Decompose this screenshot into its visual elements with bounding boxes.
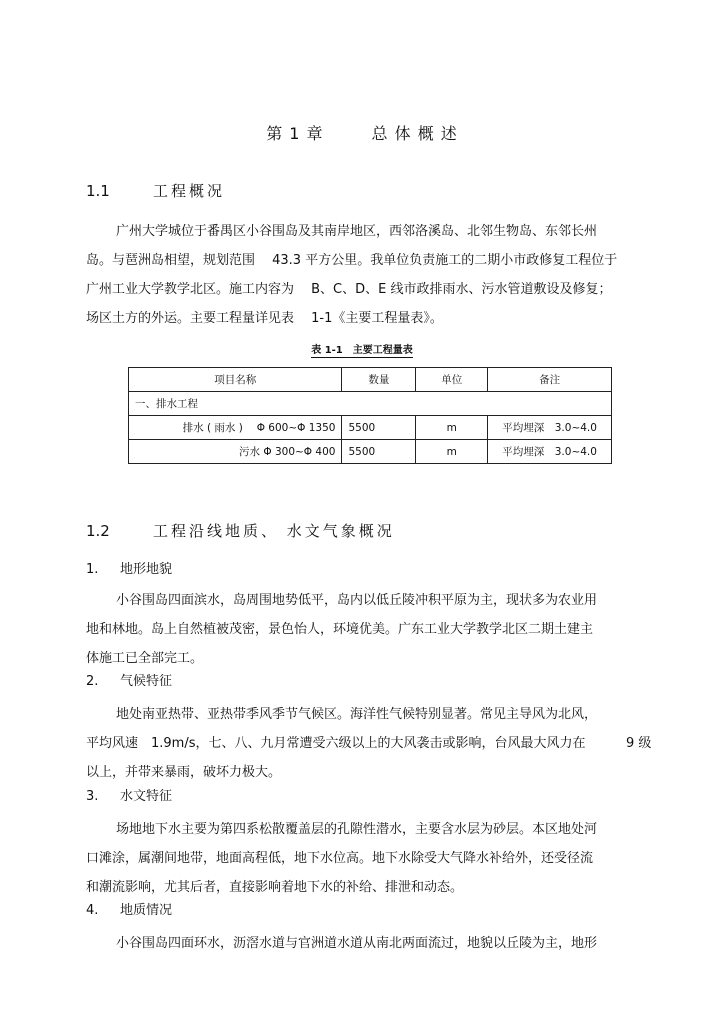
table-header-row: [129, 368, 612, 392]
section-title: 工程沿线地质、 水文气象概况: [153, 522, 395, 540]
header-cell: 项目名称: [129, 368, 342, 392]
quantity-table: [128, 367, 612, 464]
table-caption-label: 表 1-1: [311, 345, 343, 356]
paragraph-line: 小谷围岛四面环水，沥滘水道与官洲道水道从南北两面流过，地貌以丘陵为主，地形: [116, 936, 598, 951]
subsection-number: 1.: [86, 562, 99, 577]
paragraph-line-tail: 9 级: [626, 736, 652, 751]
paragraph-line: 广州大学城位于番禺区小谷围岛及其南岸地区，西邻洛溪岛、北邻生物岛、东邻长州: [116, 224, 598, 239]
unit-cell: m: [416, 416, 488, 440]
paragraph-line: 和潮流影响，尤其后者，直接影响着地下水的补给、排泄和动态。: [86, 880, 464, 895]
section-heading-1-2: [86, 520, 395, 541]
chapter-number: 第 1 章: [266, 124, 324, 143]
unit-cell: m: [416, 440, 488, 464]
chapter-heading: [0, 121, 724, 144]
section-number: 1.1: [86, 182, 110, 200]
paragraph-line: 以上，并带来暴雨，破坏力极大。: [86, 765, 282, 780]
table-row: [129, 440, 612, 464]
group-cell: 一、排水工程: [129, 392, 612, 416]
section-number: 1.2: [86, 522, 110, 540]
paragraph-line: 场地地下水主要为第四系松散覆盖层的孔隙性潜水，主要含水层为砂层。本区地处河: [116, 822, 598, 837]
note-cell: 平均埋深 3.0~4.0: [488, 416, 612, 440]
subsection-heading: [86, 670, 172, 689]
subsection-title: 水文特征: [120, 789, 173, 804]
header-cell: 单位: [416, 368, 488, 392]
paragraph-line: 场区土方的外运。主要工程量详见表 1-1《主要工程量表》。: [86, 311, 443, 326]
paragraph-line: 平均风速 1.9m/s，七、八、九月常遭受六级以上的大风袭击或影响，台风最大风力在: [86, 736, 586, 751]
item-name-cell: 排水 ( 雨水 ) Φ 600~Φ 1350: [129, 416, 342, 440]
table-caption-title: 主要工程量表: [352, 345, 413, 356]
table-caption: [0, 341, 724, 356]
subsection-heading: [86, 899, 172, 918]
subsection-number: 4.: [86, 903, 99, 918]
header-cell: 备注: [488, 368, 612, 392]
subsection-heading: [86, 785, 172, 804]
table-row: [129, 416, 612, 440]
paragraph-line: 体施工已全部完工。: [86, 651, 204, 666]
note-cell: 平均埋深 3.0~4.0: [488, 440, 612, 464]
subsection-heading: [86, 558, 172, 577]
subsection-title: 地形地貌: [120, 562, 173, 577]
subsection-number: 2.: [86, 674, 99, 689]
subsection-title: 地质情况: [120, 903, 173, 918]
header-cell: 数量: [342, 368, 416, 392]
chapter-title: 总 体 概 述: [371, 124, 458, 143]
subsection-number: 3.: [86, 789, 99, 804]
paragraph-line: 地处南亚热带、亚热带季风季节气候区。海洋性气候特别显著。常见主导风为北风，: [116, 707, 598, 722]
paragraph-line: 岛。与琶洲岛相望，规划范围 43.3 平方公里。我单位负责施工的二期小市政修复工程位于: [86, 253, 618, 268]
subsection-title: 气候特征: [120, 674, 173, 689]
section-heading-1-1: [86, 180, 225, 201]
paragraph-line: 地和林地。岛上自然植被茂密，景色怡人，环境优美。广东工业大学教学北区二期土建主: [86, 622, 594, 637]
qty-cell: 5500: [342, 440, 416, 464]
paragraph-line: 广州工业大学教学北区。施工内容为 B、C、D、E 线市政排雨水、污水管道敷设及修复；: [86, 282, 612, 297]
section-title: 工程概况: [153, 182, 226, 200]
paragraph-line: 小谷围岛四面滨水，岛周围地势低平，岛内以低丘陵冲积平原为主，现状多为农业用: [116, 593, 598, 608]
paragraph-line: 口滩涂，属潮间地带，地面高程低，地下水位高。地下水除受大气降水补给外，还受径流: [86, 851, 594, 866]
qty-cell: 5500: [342, 416, 416, 440]
item-name-cell: 污水 Φ 300~Φ 400: [129, 440, 342, 464]
table-group-row: [129, 392, 612, 416]
